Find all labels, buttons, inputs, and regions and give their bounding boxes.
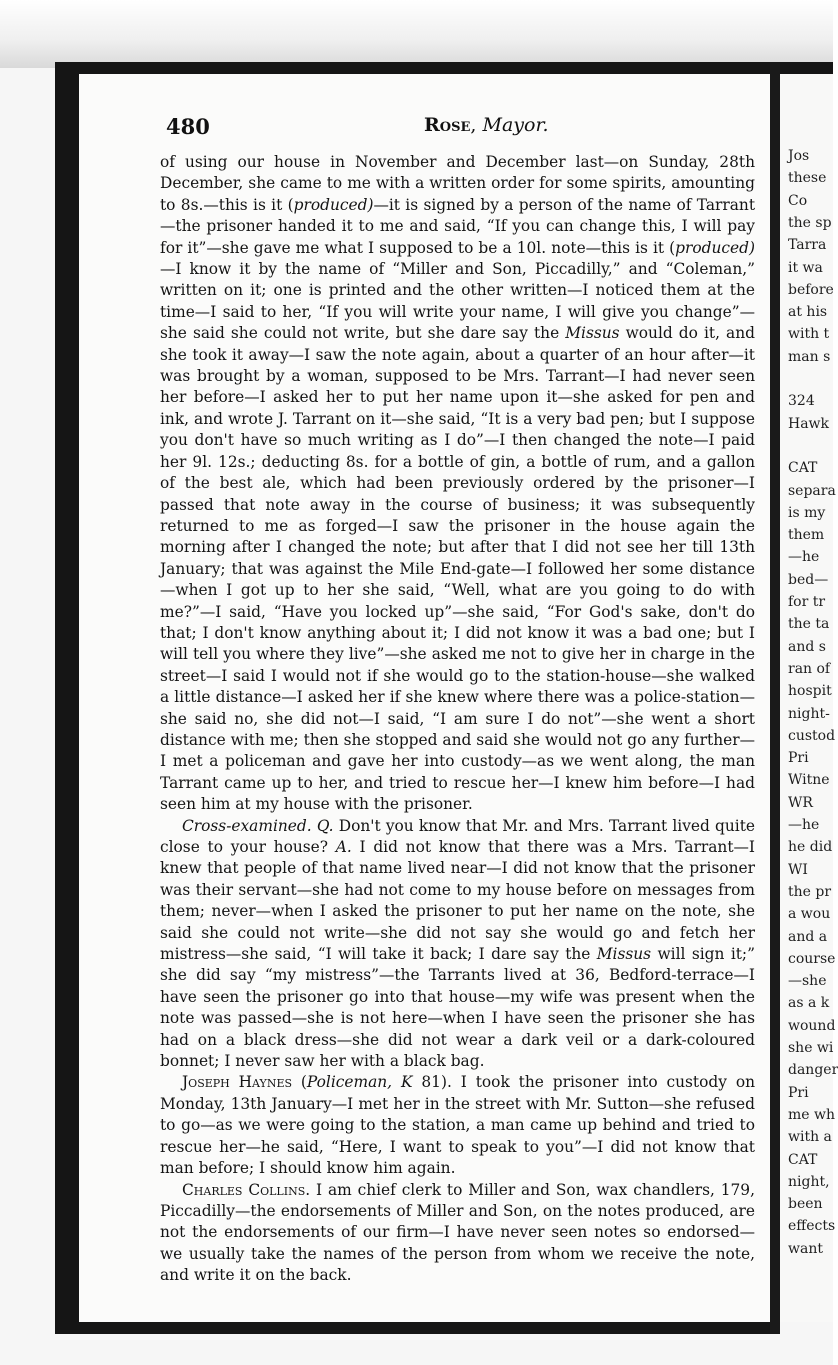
facing-page-line: ran of <box>788 660 831 677</box>
book-gutter <box>770 62 780 1334</box>
facing-page-line: course <box>788 950 836 967</box>
facing-page-line: me wh <box>788 1106 836 1123</box>
facing-page-line: —he <box>788 817 820 833</box>
facing-page-line: man s <box>788 348 831 365</box>
facing-page-line: with a <box>788 1129 832 1146</box>
facing-page-line: these <box>788 170 827 187</box>
facing-page-line: 324 <box>788 393 815 410</box>
facing-page-line: danger <box>788 1062 838 1079</box>
facing-page-line: custod <box>788 727 836 744</box>
scan-top-edge <box>0 0 833 68</box>
facing-page-line: Hawk <box>788 415 830 432</box>
facing-page-line: —she <box>788 973 827 990</box>
facing-page-line: separa <box>788 482 836 499</box>
facing-page-line: been <box>788 1196 823 1213</box>
scan-border-bottom <box>55 1322 780 1334</box>
facing-page-line: the pr <box>788 883 832 900</box>
facing-page-line: night, <box>788 1173 830 1190</box>
facing-page-line: a wou <box>788 906 831 923</box>
scan-border-left <box>55 62 79 1332</box>
facing-page-line: want <box>788 1240 823 1257</box>
running-title-role: Mayor. <box>482 114 549 136</box>
facing-page-line: WR <box>788 794 813 811</box>
facing-page-line: night- <box>788 705 830 722</box>
facing-page-line: Pri <box>788 750 809 767</box>
facing-page-fragment <box>780 74 838 1322</box>
facing-page-line: and a <box>788 928 828 945</box>
facing-page-line: them <box>788 527 825 544</box>
facing-page-line: —he <box>788 549 820 566</box>
facing-page-line: she wi <box>788 1040 834 1056</box>
facing-page-line: with t <box>788 326 830 343</box>
testimony-paragraph-sutton: of using our house in November and December last—on Sunday, 28th December, she came to me with a written order for some spirits, amounting to 8s.—this is it (produced)—it is signed by a person of the name of Tarrant—the prisoner handed it to me and said, “If you can change this, I will pay for it”—she gave me what I supposed to be a 10l. note—this is it (produced)—I know it by the name of “Miller and Son, Piccadilly,” and “Coleman,” written on it; one is printed and the other written—I noticed them at the time—I said to her, “If you will write your name, I will give you change”—she said she could not write, but she dare say the Missus would do it, and she took it away—I saw the note again, about a quarter of an hour after—it was brought by a woman, supposed to be Mrs. Tarrant—I had never seen her before—I asked her to put her name upon it—she asked for pen and ink, and wrote J. Tarrant on it—she said, “It is a very bad pen; but I suppose you don't have so much writing as I do”—I then changed the note—I paid her 9l. 12s.; deducting 8s. for a bottle of gin, a bottle of rum, and a gallon of the best ale, which had been previously ordered by the prisoner—I passed that note away in the course of business; it was subsequently returned to me as forged—I saw the prisoner in the house again the morning after I changed the note; but after that I did not see her till 13th January; that was against the Mile End-gate—I followed her some distance—when I got up to her she said, “Well, what are you going to do with me?”—I said, “Have you locked up”—she said, “For God's sake, don't do that; I don't know anything about it; I did not know it was a bad one; but I will tell you where they live”—she asked me not to give her in charge in the street—I said I would not if she would go to the station-house—she walked a little distance—I asked her if she knew where there was a police-station—she said no, she did not—I said, “I am sure I do not”—she went a short distance with me; then she stopped and said she would not go any further—I met a policeman and gave her into custody—as we went along, the man Tarrant came up to her, and tried to rescue her—I knew him before—I had seen him at my house with the prisoner. <box>160 153 755 814</box>
facing-page-line: the ta <box>788 616 830 633</box>
running-title: Rose, Mayor. <box>424 114 549 136</box>
facing-page-line: bed— <box>788 571 829 588</box>
facing-page-line: CAT <box>788 1151 818 1168</box>
facing-page-line: is my <box>788 504 826 521</box>
page-body <box>160 152 755 1287</box>
facing-page-line: and s <box>788 638 826 655</box>
facing-page-line: Tarra <box>788 237 827 254</box>
facing-page-line: the sp <box>788 214 832 231</box>
facing-page-line: WI <box>788 861 808 878</box>
facing-page-line: at his <box>788 304 828 321</box>
scan-border-top <box>55 62 833 74</box>
facing-page-line: it wa <box>788 259 823 276</box>
facing-page-line: wound <box>788 1017 836 1034</box>
facing-page-line: effects <box>788 1218 836 1235</box>
running-title-name: Rose <box>424 114 471 136</box>
page-number: 480 <box>166 114 210 139</box>
facing-page-line: CAT <box>788 460 818 477</box>
facing-page-line: he did <box>788 839 833 856</box>
cross-examination-paragraph: Cross-examined. Q. Don't you know that Mr. and Mrs. Tarrant lived quite close to your house? A. I did not know that there was a Mrs. Tarrant—I knew that people of that name lived near—I did not know that the prisoner was their servant—she had not come to my house before on messages from them; never—when I asked the prisoner to put her name on the note, she said she could not write—she did not say she would go and fetch her mistress—she said, “I will take it back; I dare say the Missus will sign it;” she did say “my mistress”—the Tarrants lived at 36, Bedford-terrace—I have seen the prisoner go into that house—my wife was present when the note was passed—she is not here—when I have seen the prisoner she has had on a black dress—she did not wear a dark veil or a dark-coloured bonnet; I never saw her with a black bag. <box>160 816 755 1071</box>
facing-page-line: Jos <box>788 148 810 164</box>
facing-page-line: as a k <box>788 995 830 1012</box>
facing-page-line: hospit <box>788 683 832 700</box>
facing-page-line: for tr <box>788 594 826 610</box>
page-header <box>166 114 766 140</box>
facing-page-line: Pri <box>788 1084 809 1101</box>
facing-page-line: before <box>788 281 834 298</box>
testimony-paragraph-collins: Charles Collins. I am chief clerk to Miller and Son, wax chandlers, 179, Piccadilly—the endorsements of Miller and Son, on the notes produced, are not the endorsements of our firm—I have never seen notes so endorsed—we usually take the names of the person from whom we receive the note, and write it on the back. <box>160 1180 755 1285</box>
testimony-paragraph-haynes: Joseph Haynes (Policeman, K 81). I took the prisoner into custody on Monday, 13th January—I met her in the street with Mr. Sutton—she refused to go—as we were going to the station, a man came up behind and tried to rescue her—he said, “Here, I want to speak to you”—I did not know that man before; I should know him again. <box>160 1073 755 1178</box>
facing-page-line: Co <box>788 192 808 209</box>
facing-page-line: Witne <box>788 772 830 789</box>
